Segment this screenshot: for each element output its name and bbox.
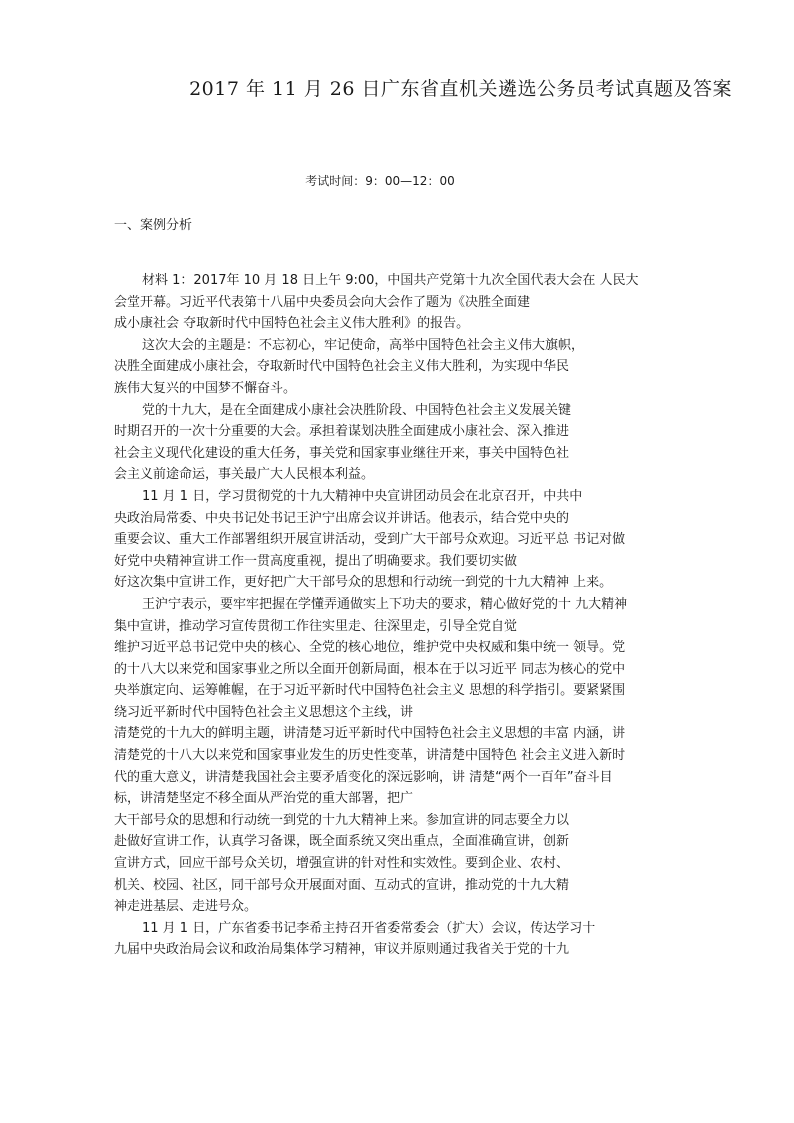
text-line: 清楚党的十八大以来党和国家事业发生的历史性变革，讲清楚中国特色 社会主义进入新时 xyxy=(114,748,626,764)
text-line: 大干部号众的思想和行动统一到党的十九大精神上来。参加宣讲的同志要全力以 xyxy=(114,812,570,828)
text-line: 好党中央精神宣讲工作一贯高度重视，提出了明确要求。我们要切实做 xyxy=(114,553,518,569)
section-heading: 一、案例分析 xyxy=(114,218,193,233)
text-line: 维护习近平总书记党中央的核心、全党的核心地位，维护党中央权威和集中统一 领导。党 xyxy=(114,640,626,656)
text-line: 九届中央政治局会议和政治局集体学习精神，审议并原则通过我省关于党的十九 xyxy=(114,942,570,958)
text-line: 会堂开幕。习近平代表第十八届中央委员会向大会作了题为《决胜全面建 xyxy=(114,294,531,310)
text-line: 会主义前途命运，事关最广大人民根本利益。 xyxy=(114,467,375,483)
text-line: 重要会议、重大工作部署组织开展宣讲活动，受到广大干部号众欢迎。习近平总 书记对做 xyxy=(114,532,626,548)
text-line: 党的十九大，是在全面建成小康社会决胜阶段、中国特色社会主义发展关键 xyxy=(142,402,572,418)
exam-time: 考试时间：9：00—12：00 xyxy=(305,174,455,188)
text-line: 神走进基层、走进号众。 xyxy=(114,899,258,915)
text-line: 11 月 1 日，广东省委书记李希主持召开省委常委会（扩大）会议，传达学习十 xyxy=(142,920,596,936)
text-line: 王沪宁表示，要牢牢把握在学懂弄通做实上下功夫的要求，精心做好党的十 九大精神 xyxy=(142,596,628,612)
text-line: 社会主义现代化建设的重大任务，事关党和国家事业继往开来，事关中国特色社 xyxy=(114,445,570,461)
text-line: 赴做好宣讲工作，认真学习备课，既全面系统又突出重点，全面准确宣讲，创新 xyxy=(114,834,570,850)
body-text xyxy=(114,270,694,961)
text-line: 代的重大意义，讲清楚我国社会主要矛盾变化的深远影响，讲 清楚“两个一百年”奋斗目 xyxy=(114,769,613,785)
text-line: 绕习近平新时代中国特色社会主义思想这个主线，讲 xyxy=(114,704,414,720)
text-line: 央举旗定向、运筹帷幄，在于习近平新时代中国特色社会主义 思想的科学指引。要紧紧围 xyxy=(114,683,626,699)
text-line: 机关、校园、社区，同干部号众开展面对面、互动式的宣讲，推动党的十九大精 xyxy=(114,877,570,893)
text-line: 时期召开的一次十分重要的大会。承担着谋划决胜全面建成小康社会、深入推进 xyxy=(114,424,570,440)
text-line: 清楚党的十九大的鲜明主题，讲清楚习近平新时代中国特色社会主义思想的丰富 内涵，讲 xyxy=(114,726,626,742)
text-line: 宣讲方式，回应干部号众关切，增强宣讲的针对性和实效性。要到企业、农村、 xyxy=(114,856,570,872)
text-line: 决胜全面建成小康社会，夺取新时代中国特色社会主义伟大胜利，为实现中华民 xyxy=(114,359,570,375)
text-line: 材料 1：2017年 10 月 18 日上午 9:00，中国共产党第十九次全国代表大会在 人民大 xyxy=(142,273,639,288)
text-line: 这次大会的主题是：不忘初心，牢记使命，高举中国特色社会主义伟大旗帜， xyxy=(142,337,585,353)
document-title: 2017 年 11 月 26 日广东省直机关遴选公务员考试真题及答案 xyxy=(189,78,732,100)
text-line: 集中宣讲，推动学习宣传贯彻工作往实里走、往深里走，引导全党自觉 xyxy=(114,618,518,634)
text-line: 成小康社会 夺取新时代中国特色社会主义伟大胜利》的报告。 xyxy=(114,316,470,332)
text-line: 族伟大复兴的中国梦不懈奋斗。 xyxy=(114,380,297,396)
text-line: 好这次集中宣讲工作，更好把广大干部号众的思想和行动统一到党的十九大精神 上来。 xyxy=(114,575,613,591)
text-line: 的十八大以来党和国家事业之所以全面开创新局面，根本在于以习近平 同志为核心的党中 xyxy=(114,661,626,677)
text-line: 标，讲清楚坚定不移全面从严治党的重大部署，把广 xyxy=(114,791,414,807)
text-line: 11 月 1 日，学习贯彻党的十九大精神中央宣讲团动员会在北京召开，中共中 xyxy=(142,488,583,504)
text-line: 央政治局常委、中央书记处书记王沪宁出席会议并讲话。他表示，结合党中央的 xyxy=(114,510,570,526)
